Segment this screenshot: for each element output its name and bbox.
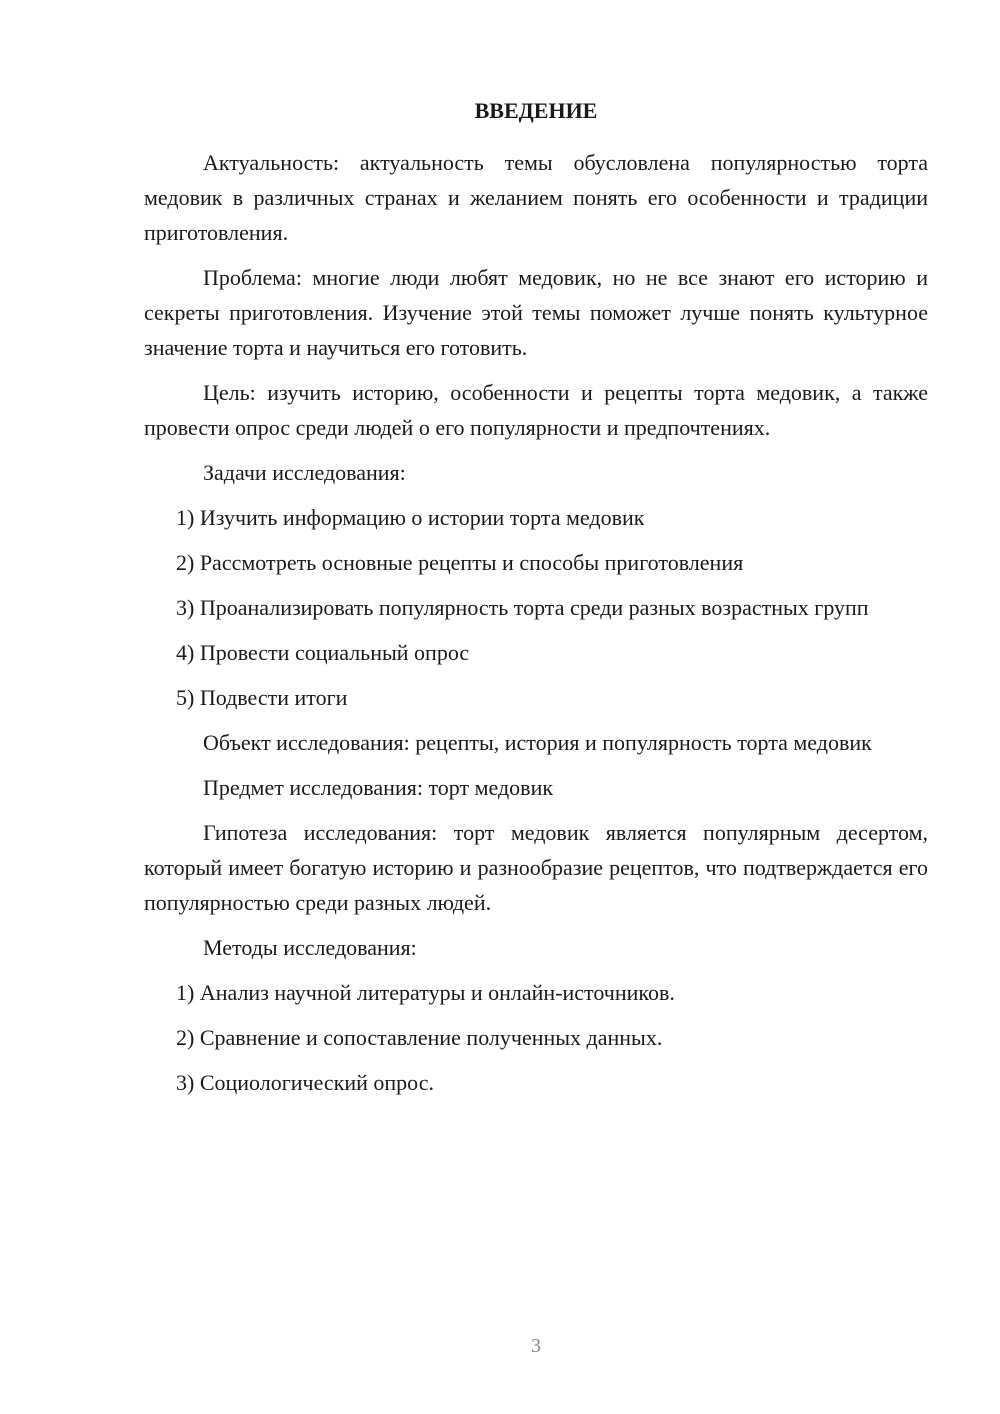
document-body bbox=[144, 145, 928, 1110]
task-item-1: 1) Изучить информацию о истории торта медовик bbox=[176, 505, 645, 530]
method-item-3: 3) Социологический опрос. bbox=[176, 1070, 434, 1095]
section-heading: ВВЕДЕНИЕ bbox=[474, 98, 598, 123]
methods-title: Методы исследования: bbox=[203, 935, 417, 960]
object-paragraph: Объект исследования: рецепты, история и популярность торта медовик bbox=[203, 730, 872, 755]
hypothesis-paragraph: Гипотеза исследования: торт медовик является популярным десертом, который имеет богатую историю и разнообразие рецептов, что подтверждается его популярностью среди разных людей. bbox=[144, 820, 928, 915]
problem-paragraph: Проблема: многие люди любят медовик, но не все знают его историю и секреты приготовления. Изучение этой темы поможет лучше понять культурное значение торта и научиться его готовить. bbox=[144, 265, 928, 360]
task-item-2: 2) Рассмотреть основные рецепты и способы приготовления bbox=[176, 550, 744, 575]
task-item-4: 4) Провести социальный опрос bbox=[176, 640, 470, 665]
relevance-paragraph: Актуальность: актуальность темы обусловлена популярностью торта медовик в различных странах и желанием понять его особенности и традиции приготовления. bbox=[144, 150, 928, 245]
goal-paragraph: Цель: изучить историю, особенности и рецепты торта медовик, а также провести опрос среди людей о его популярности и предпочтениях. bbox=[144, 380, 928, 440]
task-item-3: 3) Проанализировать популярность торта среди разных возрастных групп bbox=[176, 595, 869, 620]
task-item-5: 5) Подвести итоги bbox=[176, 685, 348, 710]
method-item-2: 2) Сравнение и сопоставление полученных данных. bbox=[176, 1025, 663, 1050]
tasks-title: Задачи исследования: bbox=[203, 460, 406, 485]
method-item-1: 1) Анализ научной литературы и онлайн-источников. bbox=[176, 980, 675, 1005]
page-number: 3 bbox=[531, 1335, 541, 1357]
subject-paragraph: Предмет исследования: торт медовик bbox=[203, 775, 554, 800]
